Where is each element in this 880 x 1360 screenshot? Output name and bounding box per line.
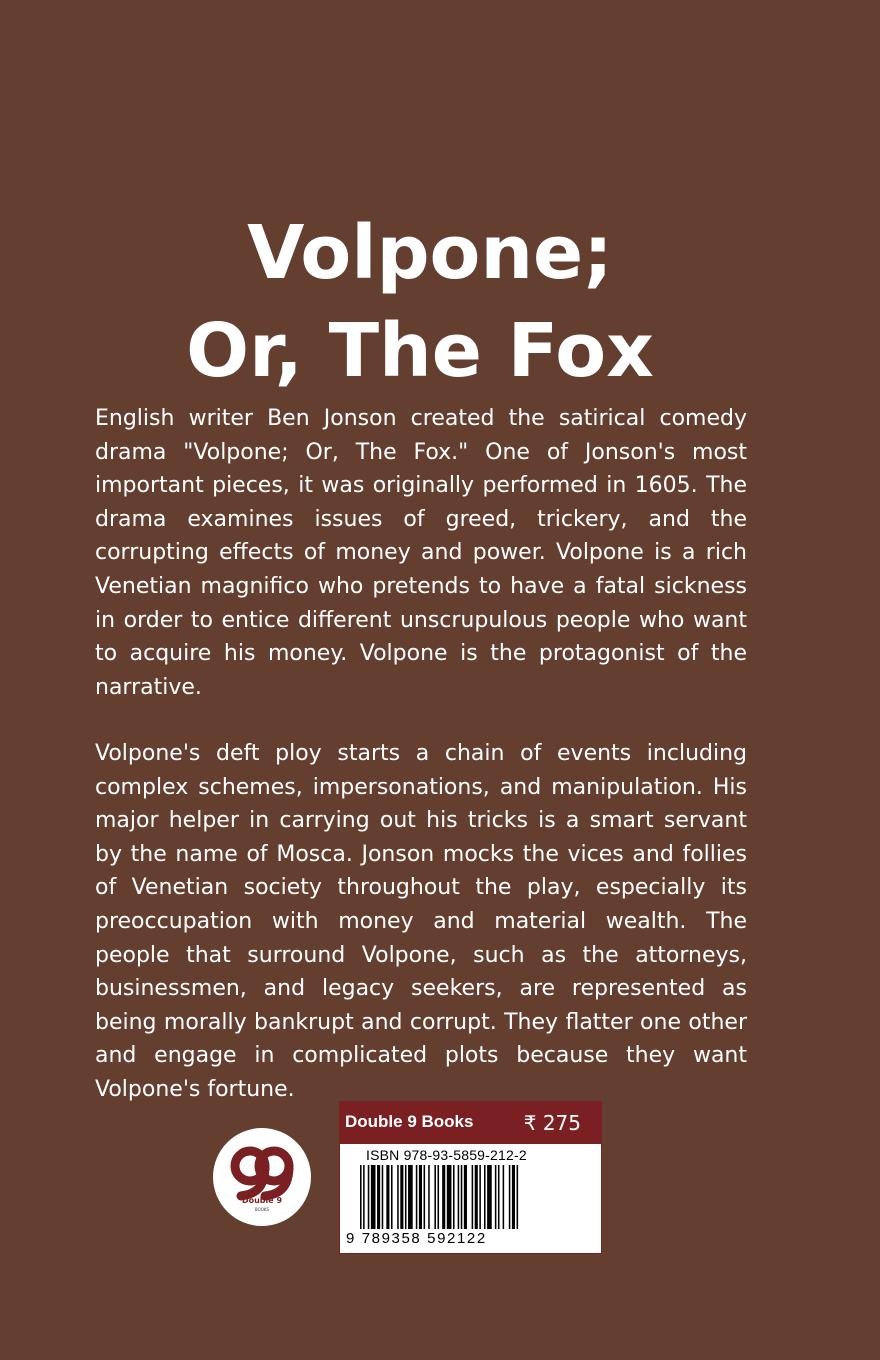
book-title-line-1: Volpone; xyxy=(247,210,613,296)
isbn-text: ISBN 978-93-5859-212-2 xyxy=(366,1147,527,1163)
price: ₹ 275 xyxy=(523,1111,581,1135)
price-bar xyxy=(340,1102,601,1144)
publisher-logo xyxy=(213,1128,311,1226)
barcode-icon xyxy=(360,1165,582,1229)
barcode-digits: 9 789358 592122 xyxy=(346,1230,487,1247)
synopsis-paragraph-1: English writer Ben Jonson created the satirical comedy drama "Volpone; Or, The Fox." One of Jonson's most important pieces, it was originally performed in 1605. The drama examines issues of greed, trickery, and the corrupting effects of money and power. Volpone is a rich Venetian magnifico who pretends to have a fatal sickness in order to entice different unscrupulous people who want to acquire his money. Volpone is the protagonist of the narrative. xyxy=(95,406,747,700)
book-title-line-2: Or, The Fox xyxy=(186,308,654,394)
synopsis-paragraph-2: Volpone's deft ploy starts a chain of events including complex schemes, impersonations, and manipulation. His major helper in carrying out his tricks is a smart servant by the name of Mosca. Jonson mocks the vices and follies of Venetian society throughout the play, especially its preoccupation with money and material wealth. The people that surround Volpone, such as the attorneys, businessmen, and legacy seekers, are represented as being morally bankrupt and corrupt. They flatter one other and engage in complicated plots because they want Volpone's fortune. xyxy=(95,741,747,1102)
logo-sub-text: BOOKS xyxy=(254,1207,270,1212)
logo-brand-text: Double 9 xyxy=(241,1196,283,1205)
publisher-name: Double 9 Books xyxy=(345,1112,474,1131)
barcode-label xyxy=(339,1101,602,1254)
